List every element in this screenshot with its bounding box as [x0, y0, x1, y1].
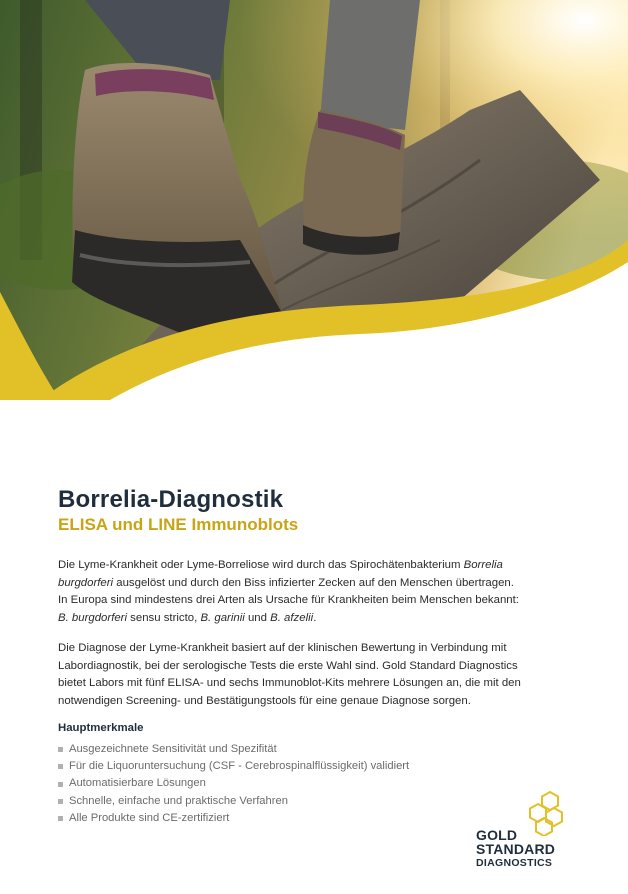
logo-wordmark: GOLD STANDARD DIAGNOSTICS [476, 827, 556, 869]
company-logo [476, 790, 596, 870]
bullet-square-icon [58, 816, 63, 821]
intro-paragraph: Die Lyme-Krankheit oder Lyme-Borreliose wird durch das Spirochätenbakterium Borrelia burgdorferi ausgelöst und durch den Biss infizierter Zecken auf den Menschen übertragen. In Europa sind mindestens drei Arten als Ursache für Krankheiten beim Menschen bekannt: B. burgdorferi sensu stricto, B. garinii und B. afzelii. [58, 559, 519, 624]
page-title: Borrelia-Diagnostik [58, 486, 284, 513]
list-item: Schnelle, einfache und praktische Verfahren [58, 793, 409, 810]
page-subtitle: ELISA und LINE Immunoblots [58, 515, 299, 534]
diagnosis-paragraph: Die Diagnose der Lyme-Krankheit basiert auf der klinischen Bewertung in Verbindung mit Labordiagnostik, bei der serologische Tests die erste Wahl sind. Gold Standard Diagnostics bietet Labors mit fünf ELISA- und sechs Immunoblot-Kits mehrere Lösungen an, die mit den notwendigen Screening- und Bestätigungstools für eine genaue Diagnose sorgen. [58, 642, 521, 707]
features-list [58, 741, 409, 827]
list-item: Alle Produkte sind CE-zertifiziert [58, 810, 409, 827]
hero-photo [0, 0, 628, 400]
features-heading: Hauptmerkmale [58, 722, 144, 734]
bullet-square-icon [58, 782, 63, 787]
list-item: Automatisierbare Lösungen [58, 775, 409, 792]
list-item: Für die Liquoruntersuchung (CSF - Cerebrospinalflüssigkeit) validiert [58, 758, 409, 775]
bullet-square-icon [58, 747, 63, 752]
bullet-square-icon [58, 764, 63, 769]
list-item: Ausgezeichnete Sensitivität und Spezifität [58, 741, 409, 758]
bullet-square-icon [58, 799, 63, 804]
